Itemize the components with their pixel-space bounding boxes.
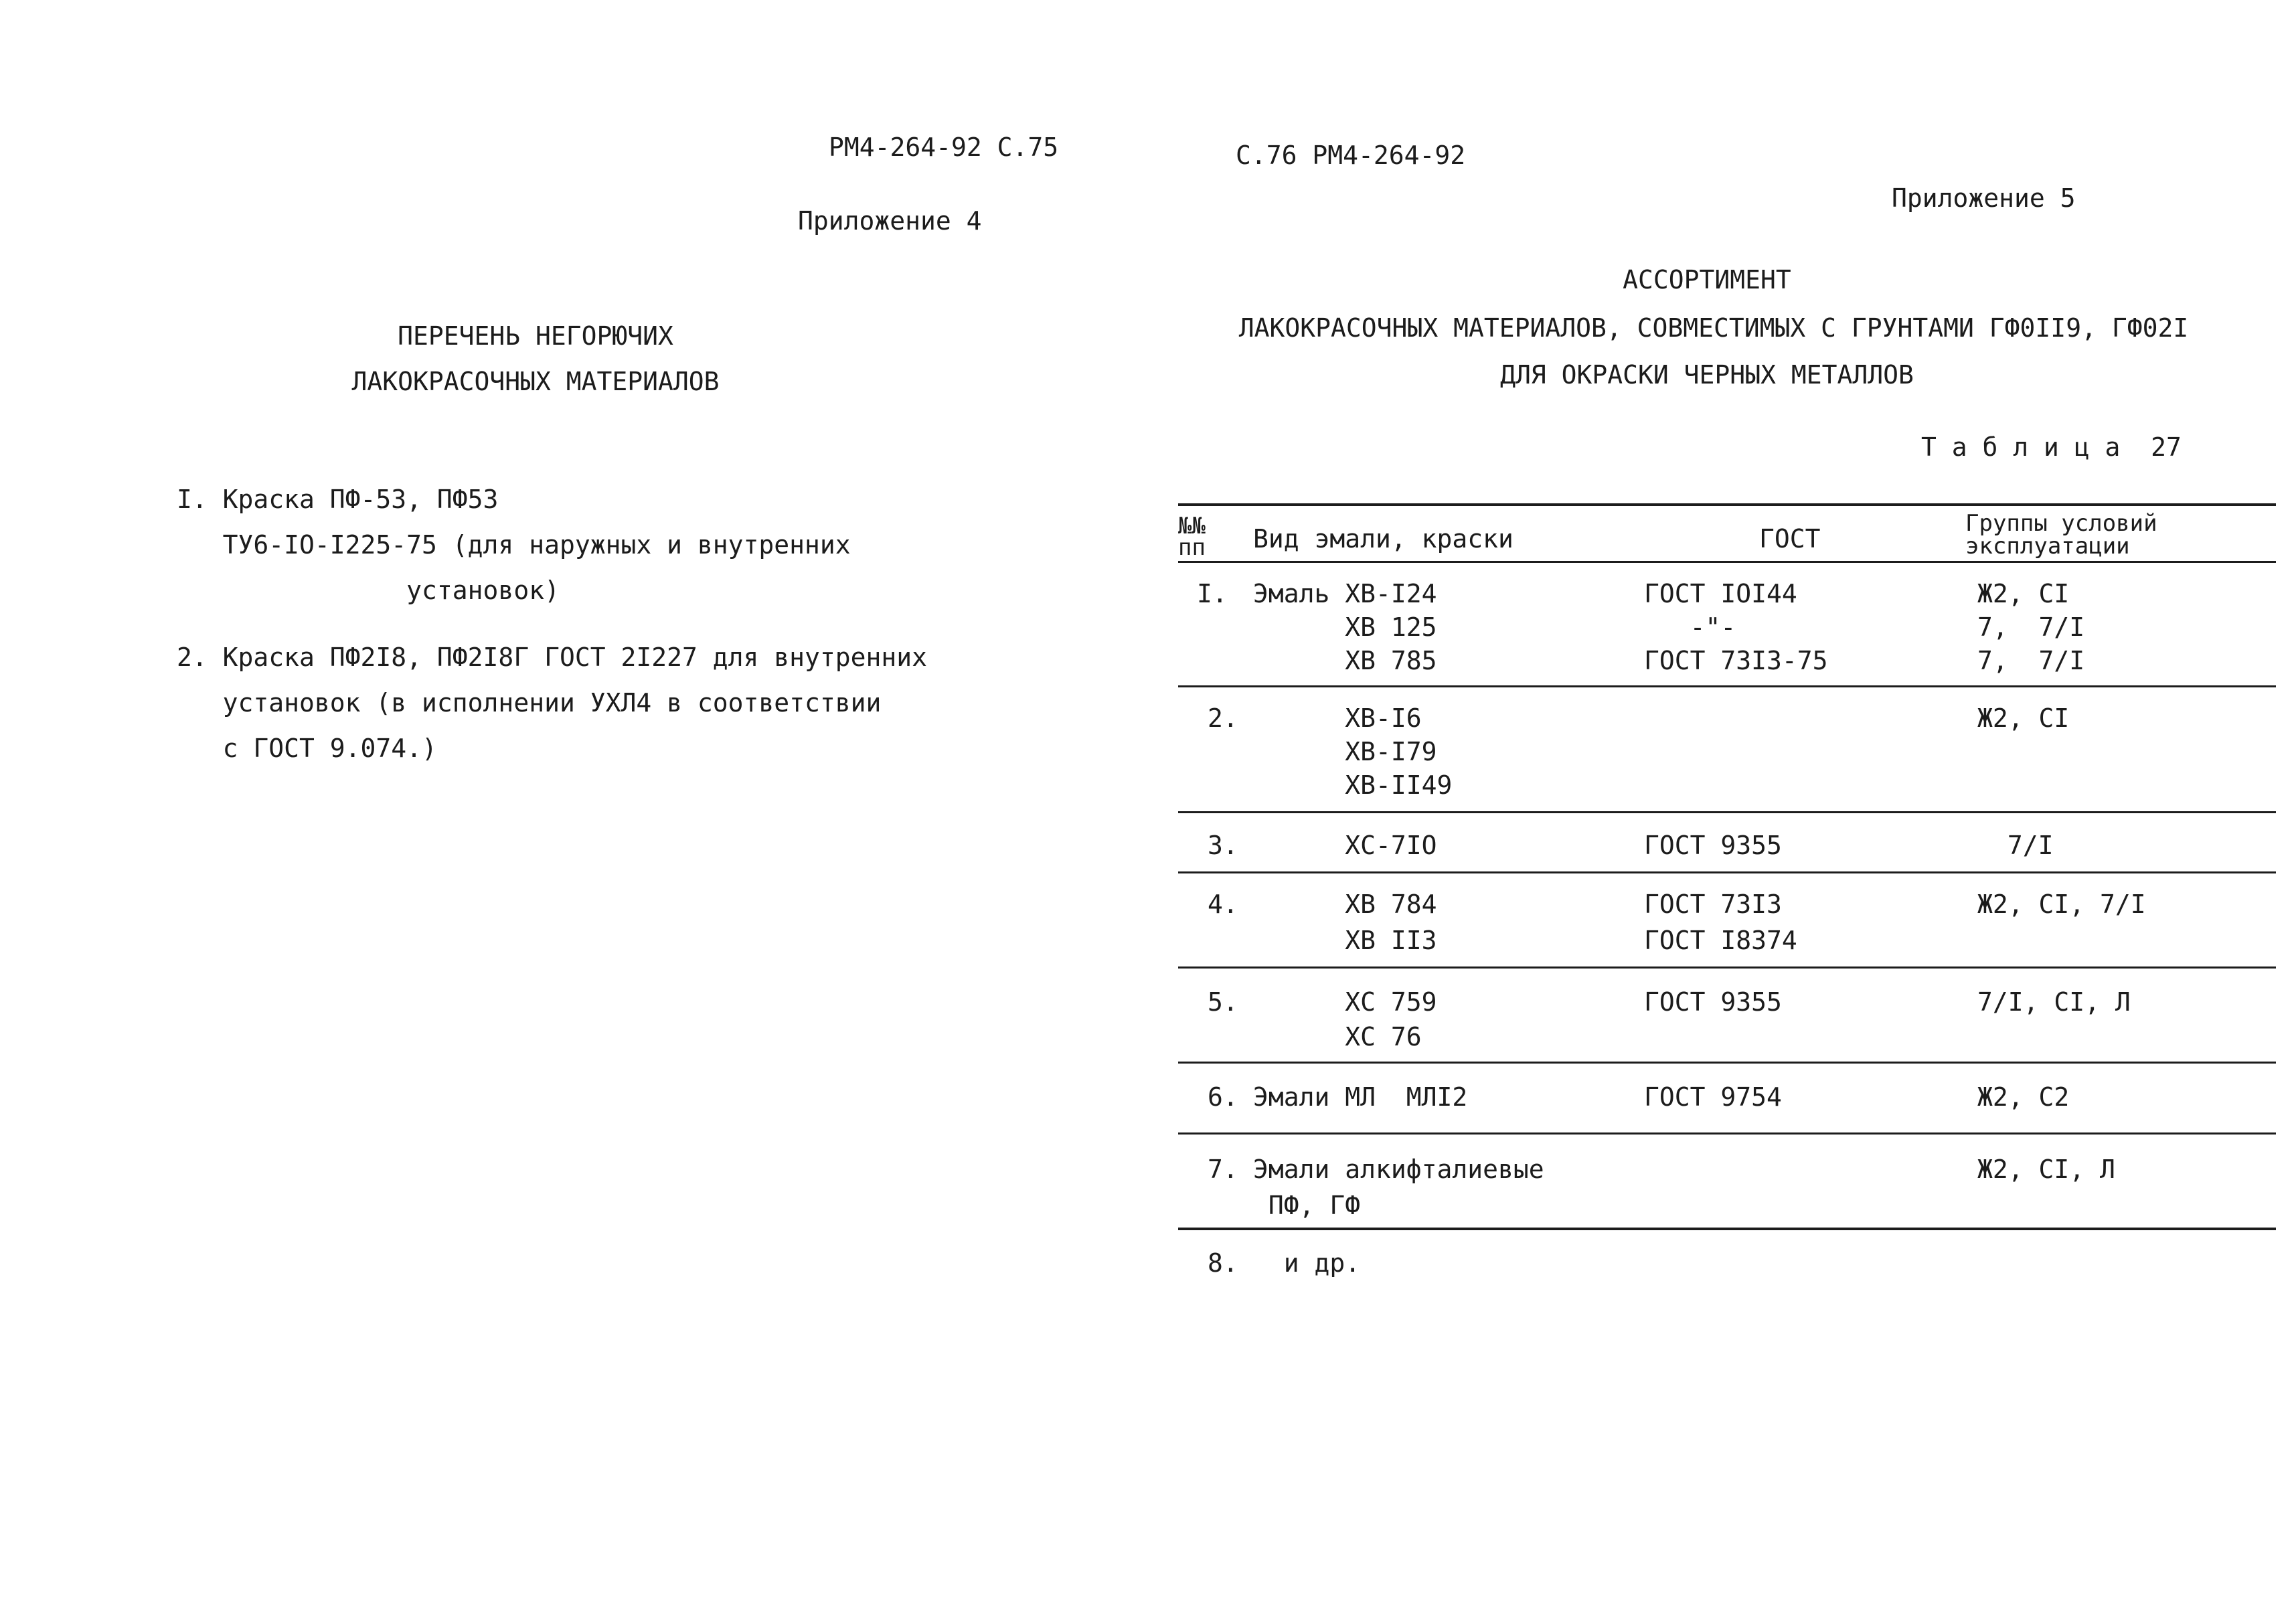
row-2-type-3: ХВ-II49 — [1253, 770, 1453, 800]
row-4-group-1: Ж2, СI, 7/I — [1977, 890, 2146, 919]
row-3-type-1: ХС-7IО — [1253, 831, 1437, 860]
row-3-group-1: 7/I — [1992, 831, 2054, 860]
row-5-type-1: ХС 759 — [1253, 987, 1437, 1017]
row-4-type-2: ХВ II3 — [1253, 926, 1437, 955]
left-item-1-line-2: ТУ6-IO-I225-75 (для наружных и внутренних — [177, 530, 851, 560]
row-1-gost-3: ГОСТ 73I3-75 — [1644, 646, 1828, 675]
row-3-num: 3. — [1208, 831, 1238, 860]
header-gost: ГОСТ — [1759, 524, 1821, 554]
table-bottom-rule — [1178, 1228, 2276, 1230]
row-7-num: 7. — [1208, 1155, 1238, 1184]
header-type: Вид эмали, краски — [1253, 524, 1513, 554]
left-page — [0, 0, 1138, 1597]
table-row-rule — [1178, 966, 2276, 969]
right-title-line1: АССОРТИМЕНТ — [1623, 265, 1791, 295]
row-2-type-1: ХВ-I6 — [1253, 703, 1422, 733]
row-5-type-2: ХС 76 — [1253, 1022, 1422, 1052]
row-6-group-1: Ж2, С2 — [1977, 1082, 2070, 1112]
left-item-1-line-1: I. Краска ПФ-53, ПФ53 — [177, 485, 499, 514]
table-row-rule — [1178, 1132, 2276, 1134]
table-header-rule — [1178, 561, 2276, 563]
left-title-line1: ПЕРЕЧЕНЬ НЕГОРЮЧИХ — [398, 321, 673, 351]
right-appendix-label: Приложение 5 — [1892, 183, 2076, 213]
row-5-gost-1: ГОСТ 9355 — [1644, 987, 1782, 1017]
left-item-2-line-2: установок (в исполнении УХЛ4 в соответствии — [177, 688, 882, 718]
table-row-rule — [1178, 871, 2276, 873]
row-4-num: 4. — [1208, 890, 1238, 919]
right-page-header: С.76 РМ4-264-92 — [1236, 141, 1466, 170]
row-1-gost-2: -"- — [1644, 612, 1736, 642]
row-4-gost-1: ГОСТ 73I3 — [1644, 890, 1782, 919]
row-7-type-1: Эмали алкифталиевые — [1253, 1155, 1544, 1184]
table-row-rule — [1178, 1062, 2276, 1064]
header-group-line2: эксплуатации — [1965, 533, 2130, 560]
header-group-line1: Группы условий — [1965, 510, 2157, 537]
row-6-type-1: Эмали МЛ МЛI2 — [1253, 1082, 1468, 1112]
row-3-gost-1: ГОСТ 9355 — [1644, 831, 1782, 860]
row-2-type-2: ХВ-I79 — [1253, 737, 1437, 766]
row-1-group-1: Ж2, СI — [1977, 579, 2070, 608]
header-num-line2: пп — [1178, 534, 1206, 561]
right-title-line2: ЛАКОКРАСОЧНЫХ МАТЕРИАЛОВ, СОВМЕСТИМЫХ С ГРУНТАМИ ГФ0II9, ГФ02I — [1238, 313, 2189, 343]
left-item-2-line-1: 2. Краска ПФ2I8, ПФ2I8Г ГОСТ 2I227 для внутренних — [177, 643, 928, 672]
row-2-num: 2. — [1208, 703, 1238, 733]
row-8-num: 8. — [1208, 1248, 1238, 1278]
right-title-line3: ДЛЯ ОКРАСКИ ЧЕРНЫХ МЕТАЛЛОВ — [1500, 360, 1914, 390]
row-4-gost-2: ГОСТ I8374 — [1644, 926, 1797, 955]
row-1-group-2: 7, 7/I — [1977, 612, 2085, 642]
row-5-group-1: 7/I, СI, Л — [1977, 987, 2131, 1017]
left-page-header: РМ4-264-92 С.75 — [829, 133, 1059, 162]
row-8-text: и др. — [1253, 1248, 1361, 1278]
row-1-type-3: ХВ 785 — [1253, 646, 1437, 675]
row-1-group-3: 7, 7/I — [1977, 646, 2085, 675]
row-4-type-1: ХВ 784 — [1253, 890, 1437, 919]
row-6-gost-1: ГОСТ 9754 — [1644, 1082, 1782, 1112]
left-item-1-line-3: установок) — [177, 576, 560, 605]
left-title-line2: ЛАКОКРАСОЧНЫХ МАТЕРИАЛОВ — [351, 367, 720, 396]
row-1-type-1: Эмаль ХВ-I24 — [1253, 579, 1437, 608]
row-7-type-2: ПФ, ГФ — [1253, 1191, 1361, 1220]
table-label: Т а б л и ц а 27 — [1921, 432, 2182, 462]
table-row-rule — [1178, 811, 2276, 813]
row-6-num: 6. — [1208, 1082, 1238, 1112]
header-num-line1: №№ — [1178, 513, 1206, 539]
row-1-type-2: ХВ 125 — [1253, 612, 1437, 642]
left-appendix-label: Приложение 4 — [798, 206, 982, 236]
table-row-rule — [1178, 685, 2276, 687]
row-2-group-1: Ж2, СI — [1977, 703, 2070, 733]
row-5-num: 5. — [1208, 987, 1238, 1017]
table-top-rule — [1178, 503, 2276, 506]
left-item-2-line-3: с ГОСТ 9.074.) — [177, 734, 437, 763]
row-7-group-1: Ж2, СI, Л — [1977, 1155, 2115, 1184]
row-1-gost-1: ГОСТ IOI44 — [1644, 579, 1797, 608]
right-page — [1138, 0, 2296, 1597]
row-1-num: I. — [1197, 579, 1228, 608]
